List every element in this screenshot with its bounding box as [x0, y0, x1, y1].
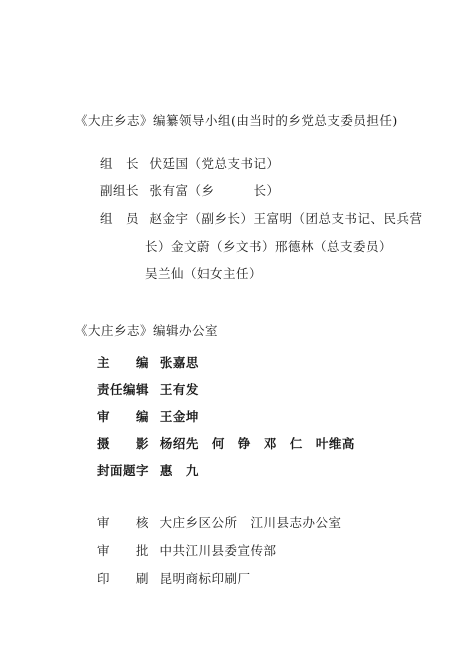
row-value: 张有富（乡 长） — [149, 183, 280, 198]
review-row — [97, 515, 342, 531]
members-row — [100, 211, 423, 227]
row-label: 审 编 — [97, 409, 150, 424]
members-row-continued: 长）金文蔚（乡文书）邢德林（总支委员） — [145, 239, 393, 254]
row-label: 印 刷 — [97, 571, 150, 586]
row-label: 审 批 — [97, 543, 150, 558]
row-label: 主 编 — [97, 355, 150, 370]
row-value: 伏廷国（党总支书记） — [149, 156, 280, 171]
row-value: 张嘉思 — [159, 355, 199, 370]
row-label: 摄 影 — [97, 436, 150, 451]
row-label: 组 长 — [100, 156, 140, 171]
row-value: 赵金宇（副乡长）王富明（团总支书记、民兵营 — [149, 211, 423, 226]
responsible-editor-row — [97, 382, 199, 398]
printing-row — [97, 571, 251, 587]
group-leader-row — [100, 156, 280, 172]
row-label: 封面题字 — [97, 463, 150, 478]
chief-editor-row — [97, 355, 199, 371]
row-value: 昆明商标印刷厂 — [159, 571, 251, 586]
editorial-office-heading: 《大庄乡志》编辑办公室 — [75, 323, 219, 338]
deputy-leader-row — [100, 183, 280, 199]
row-value: 大庄乡区公所 江川县志办公室 — [159, 515, 342, 530]
approval-row — [97, 543, 277, 559]
row-value: 杨绍先 何 铮 邓 仁 叶维高 — [159, 436, 355, 451]
leadership-group-heading: 《大庄乡志》编纂领导小组(由当时的乡党总支委员担任) — [75, 113, 398, 128]
row-value: 中共江川县委宣传部 — [159, 543, 277, 558]
row-value: 王有发 — [159, 382, 199, 397]
cover-calligraphy-row — [97, 463, 199, 479]
row-value: 王金坤 — [159, 409, 199, 424]
reviewing-editor-row — [97, 409, 199, 425]
row-value: 惠 九 — [159, 463, 199, 478]
row-label: 责任编辑 — [97, 382, 150, 397]
row-label: 组 员 — [100, 211, 140, 226]
photography-row — [97, 436, 355, 452]
row-label: 副组长 — [100, 183, 140, 198]
row-label: 审 核 — [97, 515, 150, 530]
members-row-continued-2: 吴兰仙（妇女主任） — [145, 266, 263, 281]
